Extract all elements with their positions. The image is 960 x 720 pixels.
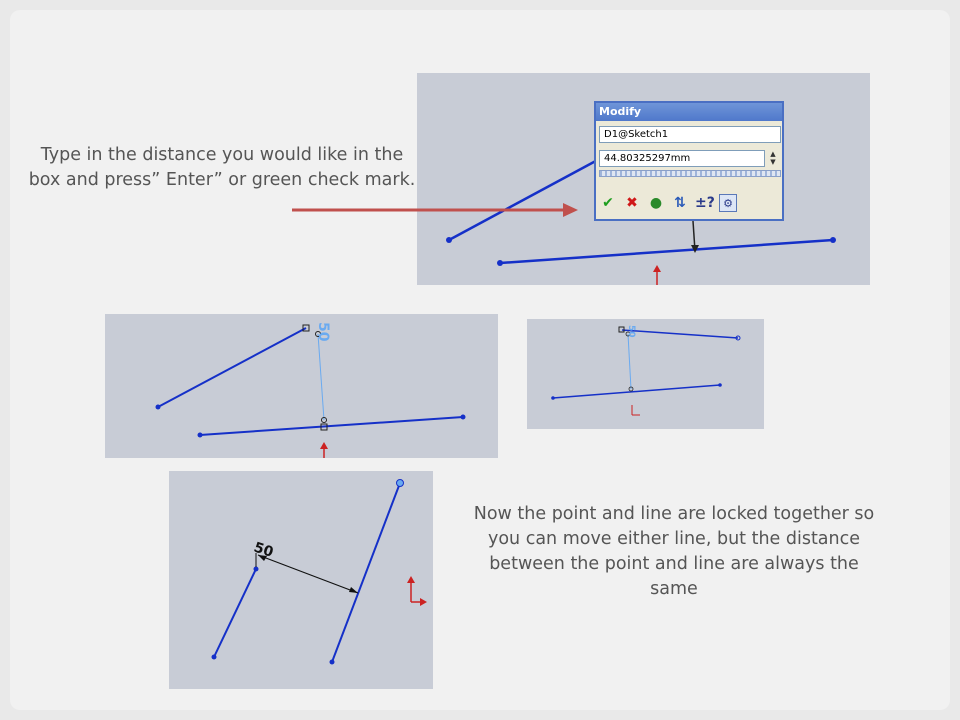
origin-arrowhead [420, 598, 427, 606]
sketch-panel-modify [417, 73, 870, 285]
sketch-endpoint [830, 237, 836, 243]
sketch-endpoint [461, 415, 466, 420]
dimension-value-field[interactable]: 44.80325297mm [599, 150, 765, 167]
sketch-endpoint [497, 260, 503, 266]
dimension-label: 50 [626, 325, 636, 338]
dimension-arrowhead [349, 587, 358, 593]
sketch-panel-small [527, 319, 764, 429]
sketch-line-left [214, 569, 256, 657]
sketch-line-lower [553, 385, 720, 398]
sketch-line-right [332, 483, 400, 662]
check-icon[interactable]: ✔ [602, 195, 614, 211]
sketch-endpoint [198, 433, 203, 438]
mark-icon[interactable]: ±? [695, 195, 715, 211]
sketch-line-upper [449, 156, 605, 240]
sketch-endpoint [446, 237, 452, 243]
dimension-line [258, 555, 358, 593]
sketch-line-lower [200, 417, 463, 435]
sketch-panel-locked [169, 471, 433, 689]
origin-arrowhead [320, 442, 328, 449]
dimension-line [628, 334, 631, 389]
sketch-endpoint [156, 405, 161, 410]
dimension-name-field[interactable]: D1@Sketch1 [599, 126, 781, 143]
sketch-endpoint [551, 396, 555, 400]
reverse-icon[interactable]: ⇅ [674, 195, 686, 211]
sketch-panel-dimension [105, 314, 498, 458]
modify-dialog-title[interactable]: Modify [596, 103, 782, 121]
sketch-endpoint [254, 567, 259, 572]
spin-down-icon[interactable]: ▼ [770, 158, 776, 166]
modify-dialog [594, 101, 784, 221]
dimension-label: 50 [251, 539, 276, 561]
origin-arrowhead [407, 576, 415, 583]
rebuild-icon[interactable]: ● [649, 195, 663, 211]
sketch-line-lower [500, 240, 833, 263]
modify-dialog-buttons [599, 193, 737, 213]
sketch-endpoint [212, 655, 217, 660]
thumbwheel-slider[interactable] [599, 170, 781, 177]
sketch-line-upper [158, 328, 306, 407]
sketch-canvas [105, 314, 498, 458]
sketch-endpoint [330, 660, 335, 665]
sketch-canvas [527, 319, 764, 429]
sketch-endpoint [718, 383, 722, 387]
instruction-caption-top: Type in the distance you would like in the box and press” Enter” or green check mark. [28, 145, 416, 190]
close-icon[interactable]: ✖ [626, 195, 638, 211]
sketch-canvas [169, 471, 433, 689]
origin-arrowhead [653, 265, 661, 272]
sketch-endpoint-selected [397, 480, 404, 487]
pin-icon[interactable]: ⚙ [719, 194, 737, 212]
dimension-label: 50 [315, 322, 331, 342]
value-spinner[interactable] [767, 150, 779, 167]
dimension-line [318, 334, 324, 420]
instruction-caption-bottom: Now the point and line are locked together so you can move either line, but the distance between the point and line are always the same [473, 504, 875, 599]
spin-up-icon[interactable]: ▲ [770, 150, 776, 158]
sketch-line-upper [622, 330, 738, 338]
